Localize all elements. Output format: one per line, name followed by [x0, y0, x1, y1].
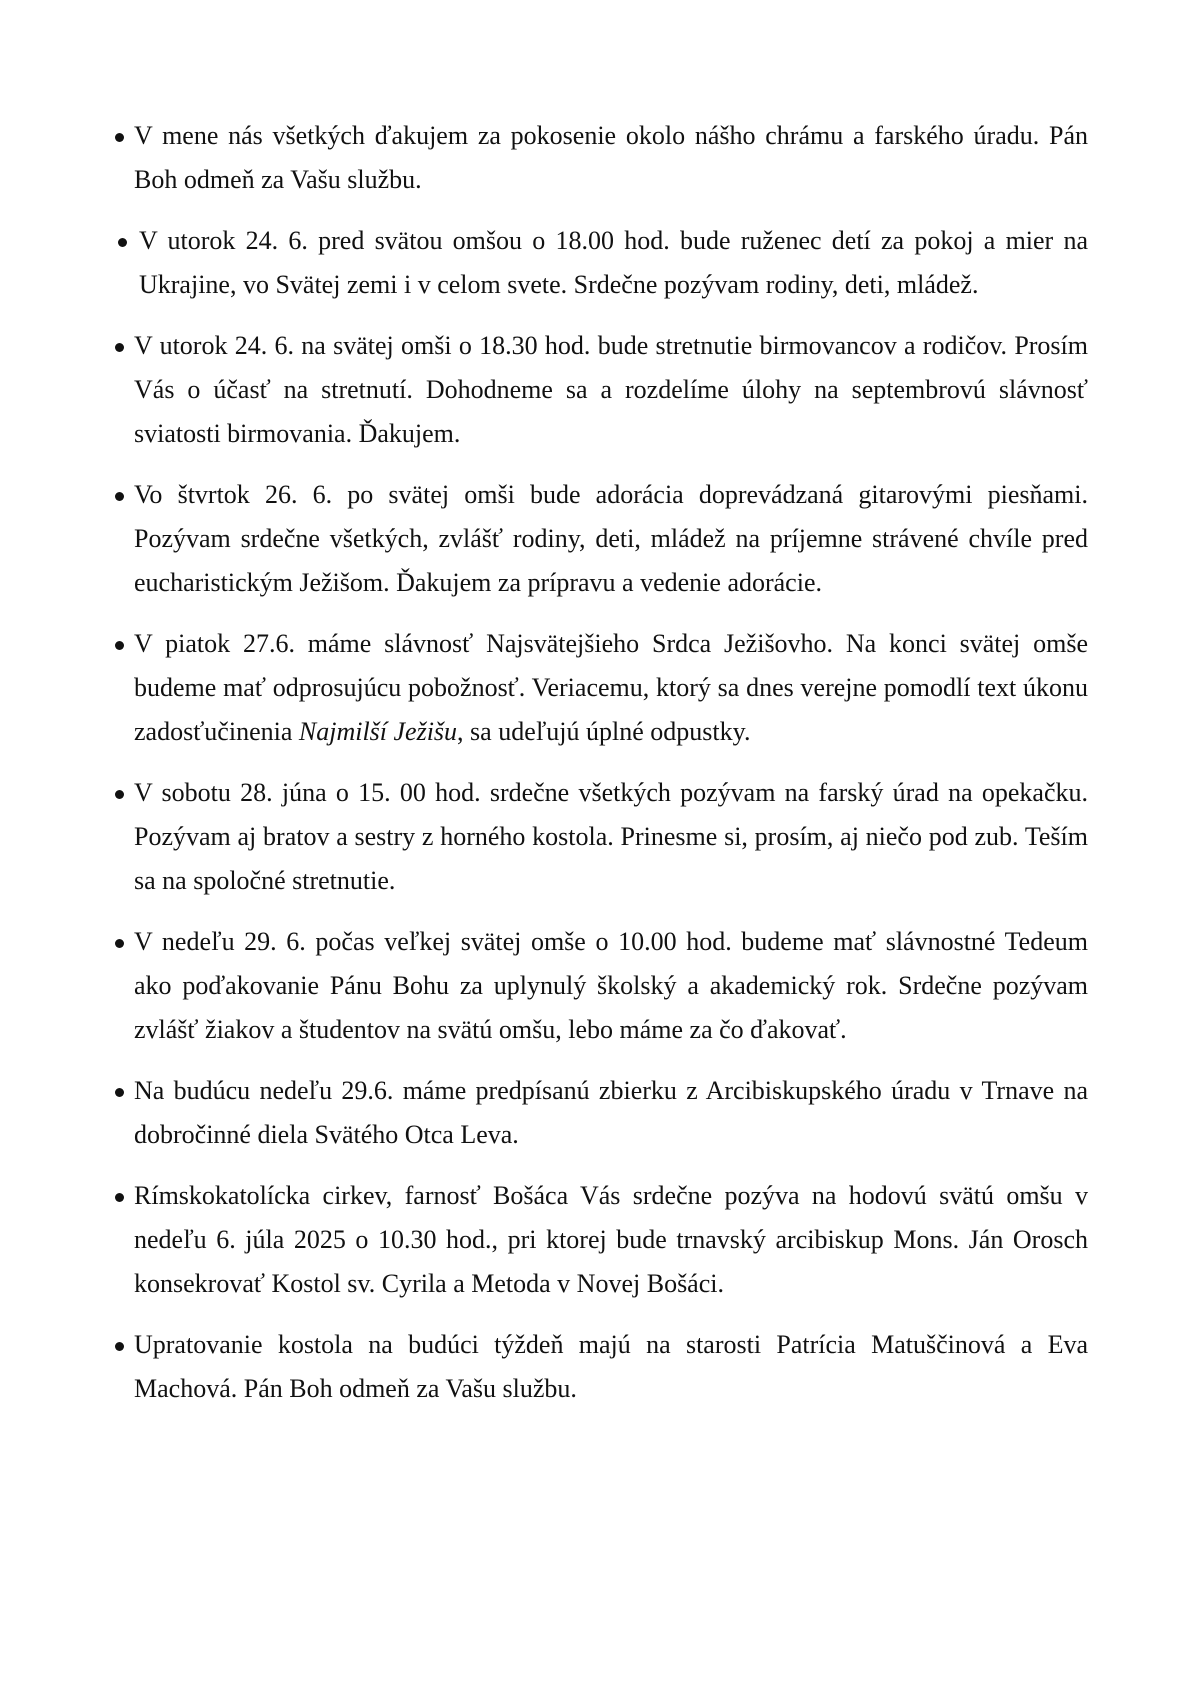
announcement-item — [112, 324, 1088, 456]
bullet-icon — [115, 1088, 124, 1097]
announcement-text: V nedeľu 29. 6. počas veľkej svätej omše o 10.00 hod. budeme mať slávnostné Tedeum ako poďakovanie Pánu Bohu za uplynulý školský a akademický rok. Srdečne pozývam zvlášť žiakov a študentov na svätú omšu, lebo máme za čo ďakovať. — [134, 927, 1088, 1044]
announcement-text — [134, 629, 1088, 746]
bullet-icon — [115, 133, 124, 142]
announcement-text: Rímskokatolícka cirkev, farnosť Bošáca Vás srdečne pozýva na hodovú svätú omšu v nedeľu 6. júla 2025 o 10.30 hod., pri ktorej bude trnavský arcibiskup Mons. Ján Orosch konsekrovať Kostol sv. Cyrila a Metoda v Novej Bošáci. — [134, 1181, 1088, 1298]
bullet-icon — [115, 492, 124, 501]
announcement-item — [112, 473, 1088, 605]
bullet-icon — [115, 1342, 124, 1351]
announcement-text: V utorok 24. 6. pred svätou omšou o 18.00 hod. bude ruženec detí za pokoj a mier na Ukrajine, vo Svätej zemi i v celom svete. Srdečne pozývam rodiny, deti, mládež. — [139, 226, 1088, 299]
announcement-text: V sobotu 28. júna o 15. 00 hod. srdečne všetkých pozývam na farský úrad na opekačku. Pozývam aj bratov a sestry z horného kostola. Prinesme si, prosím, aj niečo pod zub. Teším sa na spoločné stretnutie. — [134, 778, 1088, 895]
announcement-item — [112, 920, 1088, 1052]
announcement-item — [112, 622, 1088, 754]
bullet-icon — [115, 343, 124, 352]
bullet-icon — [118, 238, 127, 247]
bullet-icon — [115, 939, 124, 948]
announcement-text: V mene nás všetkých ďakujem za pokosenie okolo nášho chrámu a farského úradu. Pán Boh odmeň za Vašu službu. — [134, 121, 1088, 194]
announcement-item — [112, 1323, 1088, 1411]
announcement-text-end: , sa udeľujú úplné odpustky. — [457, 717, 751, 746]
bullet-icon — [115, 790, 124, 799]
bullet-icon — [115, 1193, 124, 1202]
prayer-title: Najmilší Ježišu — [298, 717, 458, 746]
announcement-text: Na budúcu nedeľu 29.6. máme predpísanú zbierku z Arcibiskupského úradu v Trnave na dobročinné diela Svätého Otca Leva. — [134, 1076, 1088, 1149]
bullet-icon — [115, 641, 124, 650]
announcement-text: V utorok 24. 6. na svätej omši o 18.30 hod. bude stretnutie birmovancov a rodičov. Prosím Vás o účasť na stretnutí. Dohodneme sa a rozdelíme úlohy na septembrovú slávnosť sviatosti birmovania. Ďakujem. — [134, 331, 1088, 448]
announcement-item — [112, 219, 1088, 307]
announcement-item — [112, 1069, 1088, 1157]
announcement-item — [112, 771, 1088, 903]
announcement-list — [112, 114, 1088, 1428]
announcement-text-start: V piatok 27.6. máme slávnosť Najsvätejšieho Srdca Ježišovho. Na konci svätej omše budeme mať odprosujúcu pobožnosť. Veriacemu, ktorý sa dnes verejne pomodlí text úkonu zadosťučinenia — [134, 629, 1088, 746]
announcement-item — [112, 1174, 1088, 1306]
announcement-item — [112, 114, 1088, 202]
announcement-text: Upratovanie kostola na budúci týždeň majú na starosti Patrícia Matuščinová a Eva Machová. Pán Boh odmeň za Vašu službu. — [134, 1330, 1088, 1403]
announcement-text: Vo štvrtok 26. 6. po svätej omši bude adorácia doprevádzaná gitarovými piesňami. Pozývam srdečne všetkých, zvlášť rodiny, deti, mládež na príjemne strávené chvíle pred eucharistickým Ježišom. Ďakujem za prípravu a vedenie adorácie. — [134, 480, 1088, 597]
